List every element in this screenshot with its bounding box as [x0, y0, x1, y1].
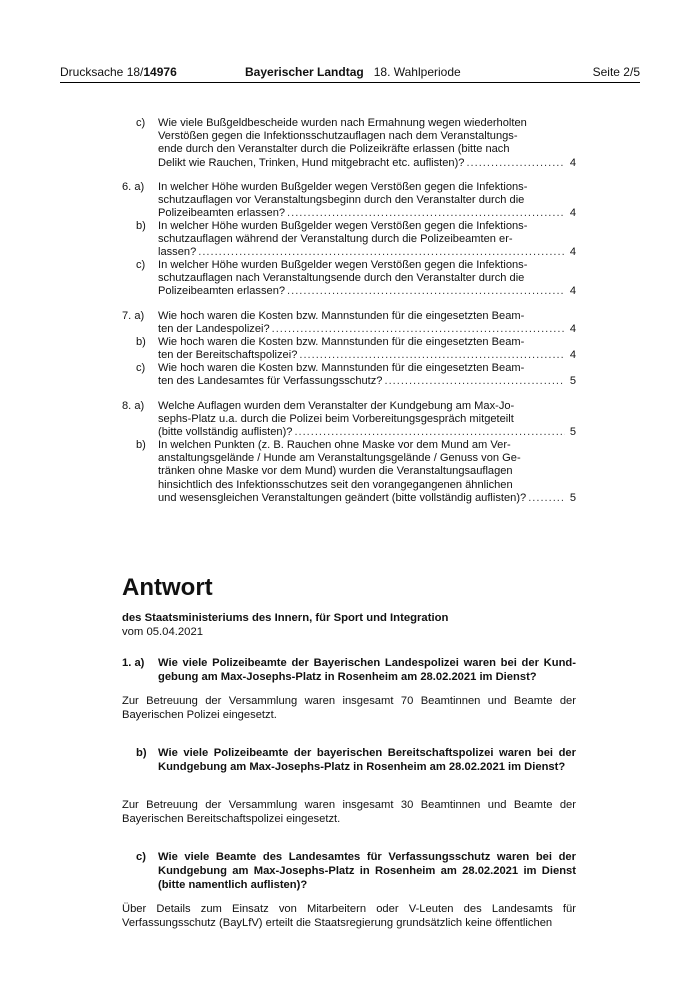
toc-item: b) In welcher Höhe wurden Bußgelder wegen Verstößen gegen die Infektions- schutzauflagen während der Veranstaltung durch die Polizeibeamten er- lassen? ..... 4	[122, 220, 576, 260]
question-1b: b) Wie viele Polizeibeamte der bayerischen Bereitschaftspolizei waren bei der Kundgebung am Max-Josephs-Platz in Rosenheim am 28.02.2021 im Dienst?	[136, 747, 576, 773]
toc-item: c) Wie hoch waren die Kosten bzw. Mannstunden für die eingesetzten Beam- ten des Landesamtes für Verfassungsschutz? ..... 5	[122, 362, 576, 388]
toc-leader	[299, 349, 565, 362]
toc-leader	[384, 375, 565, 388]
toc-item: 8. a) Welche Auflagen wurden dem Veranstalter der Kundgebung am Max-Jo- sephs-Platz u.a. durch die Polizei beim Vorbereitungsgespräch mitgeteilt (bitte vollständig auflisten)? ..... 5	[122, 400, 576, 440]
page-number: Seite 2/5	[592, 65, 640, 79]
question-1c: c) Wie viele Beamte des Landesamtes für Verfassungsschutz waren bei der Kundgebung am Max-Josephs-Platz in Rosenheim am 28.02.2021 im Dienst (bitte namentlich auflisten)?	[136, 851, 576, 891]
toc-leader	[294, 426, 565, 439]
toc-leader	[287, 207, 565, 220]
document-number: Drucksache 18/14976	[60, 65, 177, 79]
toc-item: b) In welchen Punkten (z. B. Rauchen ohne Maske vor dem Mund am Ver- anstaltungsgelände / Hunde am Veranstaltungsgelände / Genuss von Ge- tränken ohne Maske vor dem Mund) wurden die Veranstaltungsauflagen hinsichtlich des Infektionsschutzes seit den vorangegangenen ähnlichen und wesensgleichen Veranstaltungen geändert (bitte vollständig auflisten)? ..... 5	[122, 439, 576, 505]
toc-leader	[272, 323, 565, 336]
toc-item: 6. a) In welcher Höhe wurden Bußgelder wegen Verstößen gegen die Infektions- schutzauflagen vor Veranstaltungsbeginn durch den Veranstalter durch die Polizeibeamten erlassen? ..... 4	[122, 181, 576, 221]
toc-leader	[287, 285, 565, 298]
answer-1b: Zur Betreuung der Versammlung waren insgesamt 30 Beamtinnen und Beamte der Bayerischen Bereitschaftspolizei eingesetzt.	[122, 799, 576, 825]
toc-item: b) Wie hoch waren die Kosten bzw. Mannstunden für die eingesetzten Beam- ten der Bereitschaftspolizei? ..... 4	[122, 336, 576, 362]
page-header	[60, 64, 640, 83]
toc-leader	[466, 157, 565, 170]
toc-leader	[528, 492, 565, 505]
ministry-line: des Staatsministeriums des Innern, für Sport und Integration vom 05.04.2021	[122, 612, 449, 638]
toc-leader	[198, 246, 565, 259]
answer-heading: Antwort	[122, 574, 213, 601]
answer-1a: Zur Betreuung der Versammlung waren insgesamt 70 Beamtinnen und Beamte der Bayerischen Polizei eingesetzt.	[122, 695, 576, 721]
question-1a: 1. a) Wie viele Polizeibeamte der Bayerischen Landespolizei waren bei der Kund-gebung am Max-Josephs-Platz in Rosenheim am 28.02.2021 im Dienst?	[122, 657, 576, 683]
toc-item: c) In welcher Höhe wurden Bußgelder wegen Verstößen gegen die Infektions- schutzauflagen nach Veranstaltungsende durch den Veranstalter durch die Polizeibeamten erlassen? ..... 4	[122, 259, 576, 299]
answer-1c: Über Details zum Einsatz von Mitarbeitern oder V-Leuten des Landesamts für Verfassungsschutz (BayLfV) erteilt die Staatsregierung grundsätzlich keine öffentlichen	[122, 903, 576, 929]
toc-item: c) Wie viele Bußgeldbescheide wurden nach Ermahnung wegen wiederholten Verstößen gegen die Infektionsschutzauflagen nach dem Veranstaltungs- ende durch den Veranstalter durch die Polizeikräfte erlassen (bitte nach Delikt wie Rauchen, Trinken, Hund mitgebracht etc. auflisten)? ..... 4	[122, 117, 576, 170]
toc-item: 7. a) Wie hoch waren die Kosten bzw. Mannstunden für die eingesetzten Beam- ten der Landespolizei? ..... 4	[122, 310, 576, 336]
parliament-period: Bayerischer Landtag 18. Wahlperiode	[245, 65, 461, 79]
